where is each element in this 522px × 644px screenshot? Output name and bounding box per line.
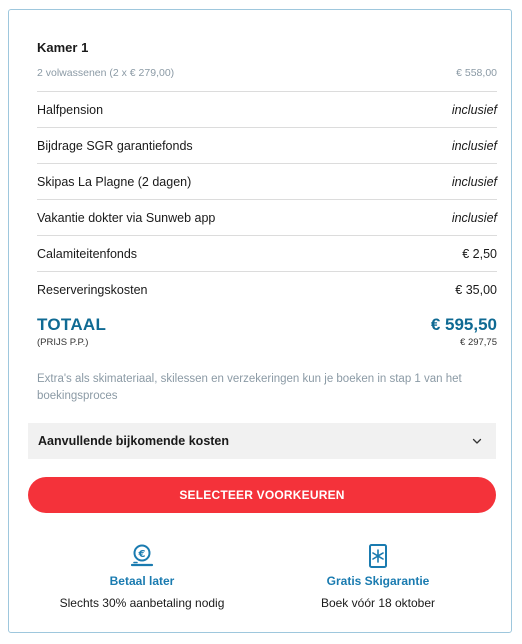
room-subtitle-row bbox=[37, 67, 497, 79]
room-title: Kamer 1 bbox=[37, 40, 89, 55]
line-item-value: € 2,50 bbox=[462, 246, 497, 261]
ski-ticket-icon bbox=[367, 543, 389, 569]
line-item bbox=[37, 271, 497, 307]
total-sublabel: (PRIJS P.P.) bbox=[37, 337, 89, 348]
usp-pay-later bbox=[27, 543, 257, 610]
line-item bbox=[37, 163, 497, 199]
line-item-label: Halfpension bbox=[37, 102, 104, 117]
room-occupancy: 2 volwassenen (2 x € 279,00) bbox=[37, 67, 175, 79]
line-item-value: € 35,00 bbox=[455, 282, 497, 297]
chevron-down-icon bbox=[470, 434, 484, 448]
extras-note: Extra's als skimateriaal, skilessen en verzekeringen kun je boeken in stap 1 van het boekingsproces bbox=[37, 373, 462, 402]
total-per-person: € 297,75 bbox=[460, 337, 497, 348]
line-item-label: Reserveringskosten bbox=[37, 282, 148, 297]
usp-ski-guarantee bbox=[263, 543, 493, 610]
total-label: TOTAAL bbox=[37, 315, 107, 334]
line-item-value: inclusief bbox=[451, 102, 497, 117]
line-item bbox=[37, 199, 497, 235]
total-amount: € 595,50 bbox=[430, 315, 497, 334]
svg-text:€: € bbox=[138, 549, 146, 560]
additional-costs-accordion[interactable] bbox=[28, 423, 496, 459]
line-item bbox=[37, 235, 497, 271]
select-preferences-button[interactable]: SELECTEER VOORKEUREN bbox=[28, 477, 496, 513]
line-item-value: inclusief bbox=[451, 210, 497, 225]
line-item-value: inclusief bbox=[451, 138, 497, 153]
usp-text: Boek vóór 18 oktober bbox=[320, 596, 436, 610]
line-item-value: inclusief bbox=[451, 174, 497, 189]
line-item-label: Vakantie dokter via Sunweb app bbox=[37, 210, 216, 225]
line-item-label: Skipas La Plagne (2 dagen) bbox=[37, 174, 192, 189]
line-item bbox=[37, 91, 497, 127]
accordion-label: Aanvullende bijkomende kosten bbox=[38, 434, 230, 448]
usp-title: Betaal later bbox=[109, 574, 175, 588]
line-item bbox=[37, 127, 497, 163]
room-subtotal: € 558,00 bbox=[456, 67, 497, 79]
line-item-label: Bijdrage SGR garantiefonds bbox=[37, 138, 193, 153]
usp-text: Slechts 30% aanbetaling nodig bbox=[59, 596, 225, 610]
total-block bbox=[37, 315, 497, 348]
price-summary-card bbox=[8, 9, 512, 633]
usp-title: Gratis Skigarantie bbox=[326, 574, 430, 588]
euro-hand-icon bbox=[129, 543, 155, 569]
line-item-label: Calamiteitenfonds bbox=[37, 246, 138, 261]
